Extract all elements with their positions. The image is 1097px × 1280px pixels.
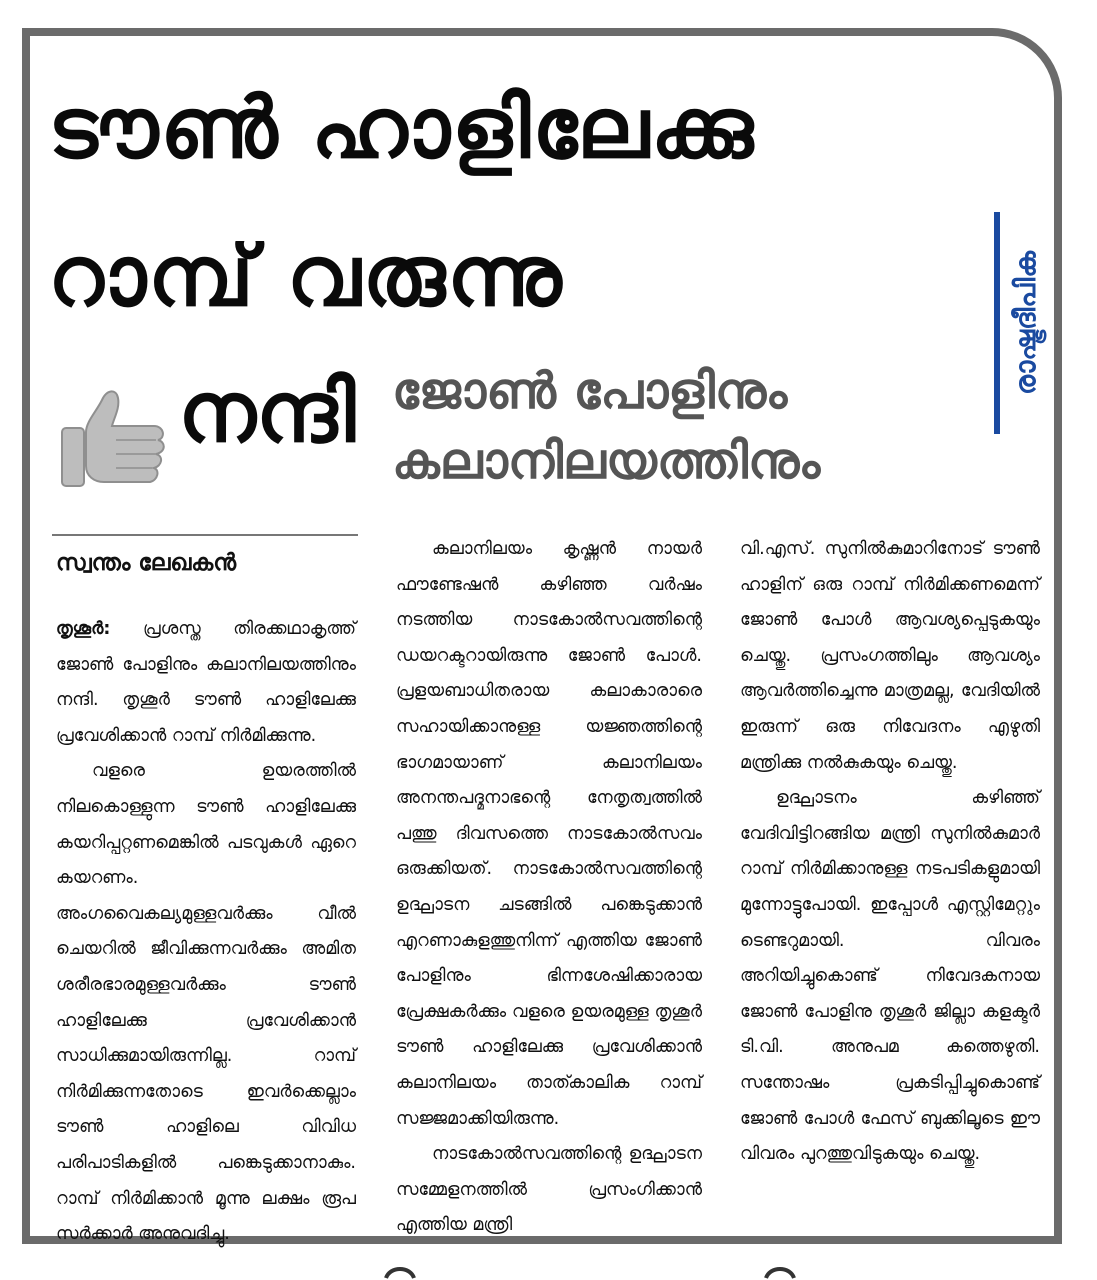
- col1-paragraph-2: വളരെ ഉയരത്തിൽ നിലകൊള്ളുന്ന ടൗൺ ഹാളിലേക്കു കയറിപ്പറ്റണമെങ്കിൽ പടവുകൾ ഏറെ കയറണം. അംഗവൈകല്യമുള്ളവർക്കും വീൽ ചെയറിൽ ജീവിക്കുന്നവർക്കും അമിത ശരീരഭാരമുള്ളവർക്കും ടൗൺ ഹാളിലേക്കു പ്രവേശിക്കാൻ സാധിക്കുമായിരുന്നില്ല. റാമ്പ് നിർമിക്കുന്നതോടെ ഇവർക്കെല്ലാം ടൗൺ ഹാളിലെ വിവിധ പരിപാടികളിൽ പങ്കെടുക്കാനാകും. റാമ്പ് നിർമിക്കാൻ മൂന്നു ലക്ഷം രൂപ സർക്കാർ അനുവദിച്ചു.: [56, 761, 356, 1245]
- dateline: തൃശൂർ:: [56, 619, 111, 639]
- article-column-1: [56, 612, 356, 1253]
- thumbs-up-icon: [56, 382, 174, 494]
- byline: സ്വന്തം ലേഖകൻ: [56, 550, 237, 576]
- byline-divider: [52, 534, 358, 536]
- col3-paragraph-1: വി.എസ്. സുനിൽകുമാറിനോട് ടൗൺ ഹാളിന് ഒരു റാമ്പ് നിർമിക്കണമെന്ന് ജോൺ പോൾ ആവശ്യപ്പെടുകയും ചെയ്തു. പ്രസംഗത്തിലും ആവശ്യം ആവർത്തിച്ചെന്നു മാത്രമല്ല, വേദിയിൽ ഇരുന്ന് ഒരു നിവേദനം എഴുതി മന്ത്രിക്കു നൽകുകയും ചെയ്തു.: [740, 539, 1040, 773]
- headline-line-2: റാമ്പ് വരുന്നു: [48, 227, 564, 325]
- article-column-2: [396, 532, 702, 1244]
- headline-line-1: ടൗൺ ഹാളിലേക്കു: [48, 79, 756, 177]
- col3-paragraph-2: ഉദ്ഘാടനം കഴിഞ്ഞ് വേദിവിട്ടിറങ്ങിയ മന്ത്രി സുനിൽകുമാർ റാമ്പ് നിർമിക്കാനുള്ള നടപടികളുമായി മുന്നോട്ടുപോയി. ഇപ്പോൾ എസ്റ്റിമേറ്റും ടെണ്ടറുമായി. വിവരം അറിയിച്ചുകൊണ്ട് നിവേദകനായ ജോൺ പോളിനു തൃശൂർ ജില്ലാ കളക്ടർ ടി.വി. അനുപമ കത്തെഴുതി. സന്തോഷം പ്രകടിപ്പിച്ചുകൊണ്ട് ജോൺ പോൾ ഫേസ് ബുക്കിലൂടെ ഈ വിവരം പുറത്തുവിടുകയും ചെയ്തു.: [740, 788, 1040, 1165]
- masthead-name: രാഷ്ട്രദീപിക: [1009, 251, 1043, 395]
- article-column-3: [740, 532, 1040, 1173]
- subhead-line-1: ജോൺ പോളിനും: [392, 362, 788, 420]
- cropped-bottom-marks: [380, 1262, 800, 1280]
- thanks-word: നന്ദി: [178, 363, 356, 461]
- col2-paragraph-2: നാടകോൽസവത്തിന്റെ ഉദ്ഘാടന സമ്മേളനത്തിൽ പ്രസംഗിക്കാൻ എത്തിയ മന്ത്രി: [396, 1144, 702, 1236]
- col1-paragraph-1: പ്രശസ്ത തിരക്കഥാകൃത്ത് ജോൺ പോളിനും കലാനിലയത്തിനും നന്ദി. തൃശൂർ ടൗൺ ഹാളിലേക്കു പ്രവേശിക്കാൻ റാമ്പ് നിർമിക്കുന്നു.: [56, 619, 356, 746]
- subhead-line-2: കലാനിലയത്തിനും: [392, 432, 821, 490]
- col2-paragraph-1: കലാനിലയം കൃഷ്ണൻ നായർ ഫൗണ്ടേഷൻ കഴിഞ്ഞ വർഷം നടത്തിയ നാടകോൽസവത്തിന്റെ ഡയറക്ടറായിരുന്നു ജോൺ പോൾ. പ്രളയബാധിതരായ കലാകാരാരെ സഹായിക്കാനുള്ള യജ്ഞത്തിന്റെ ഭാഗമായാണ് കലാനിലയം അനന്തപദ്മനാഭന്റെ നേതൃത്വത്തിൽ പത്തു ദിവസത്തെ നാടകോൽസവം ഒരുക്കിയത്. നാടകോൽസവത്തിന്റെ ഉദ്ഘാടന ചടങ്ങിൽ പങ്കെടുക്കാൻ എറണാകുളത്തുനിന്ന് എത്തിയ ജോൺ പോളിനും ഭിന്നശേഷിക്കാരായ പ്രേക്ഷകർക്കും വളരെ ഉയരമുള്ള തൃശൂർ ടൗൺ ഹാളിലേക്കു പ്രവേശിക്കാൻ കലാനിലയം താത്കാലിക റാമ്പ് സജ്ജമാക്കിയിരുന്നു.: [396, 539, 702, 1129]
- newspaper-masthead: [994, 212, 1052, 434]
